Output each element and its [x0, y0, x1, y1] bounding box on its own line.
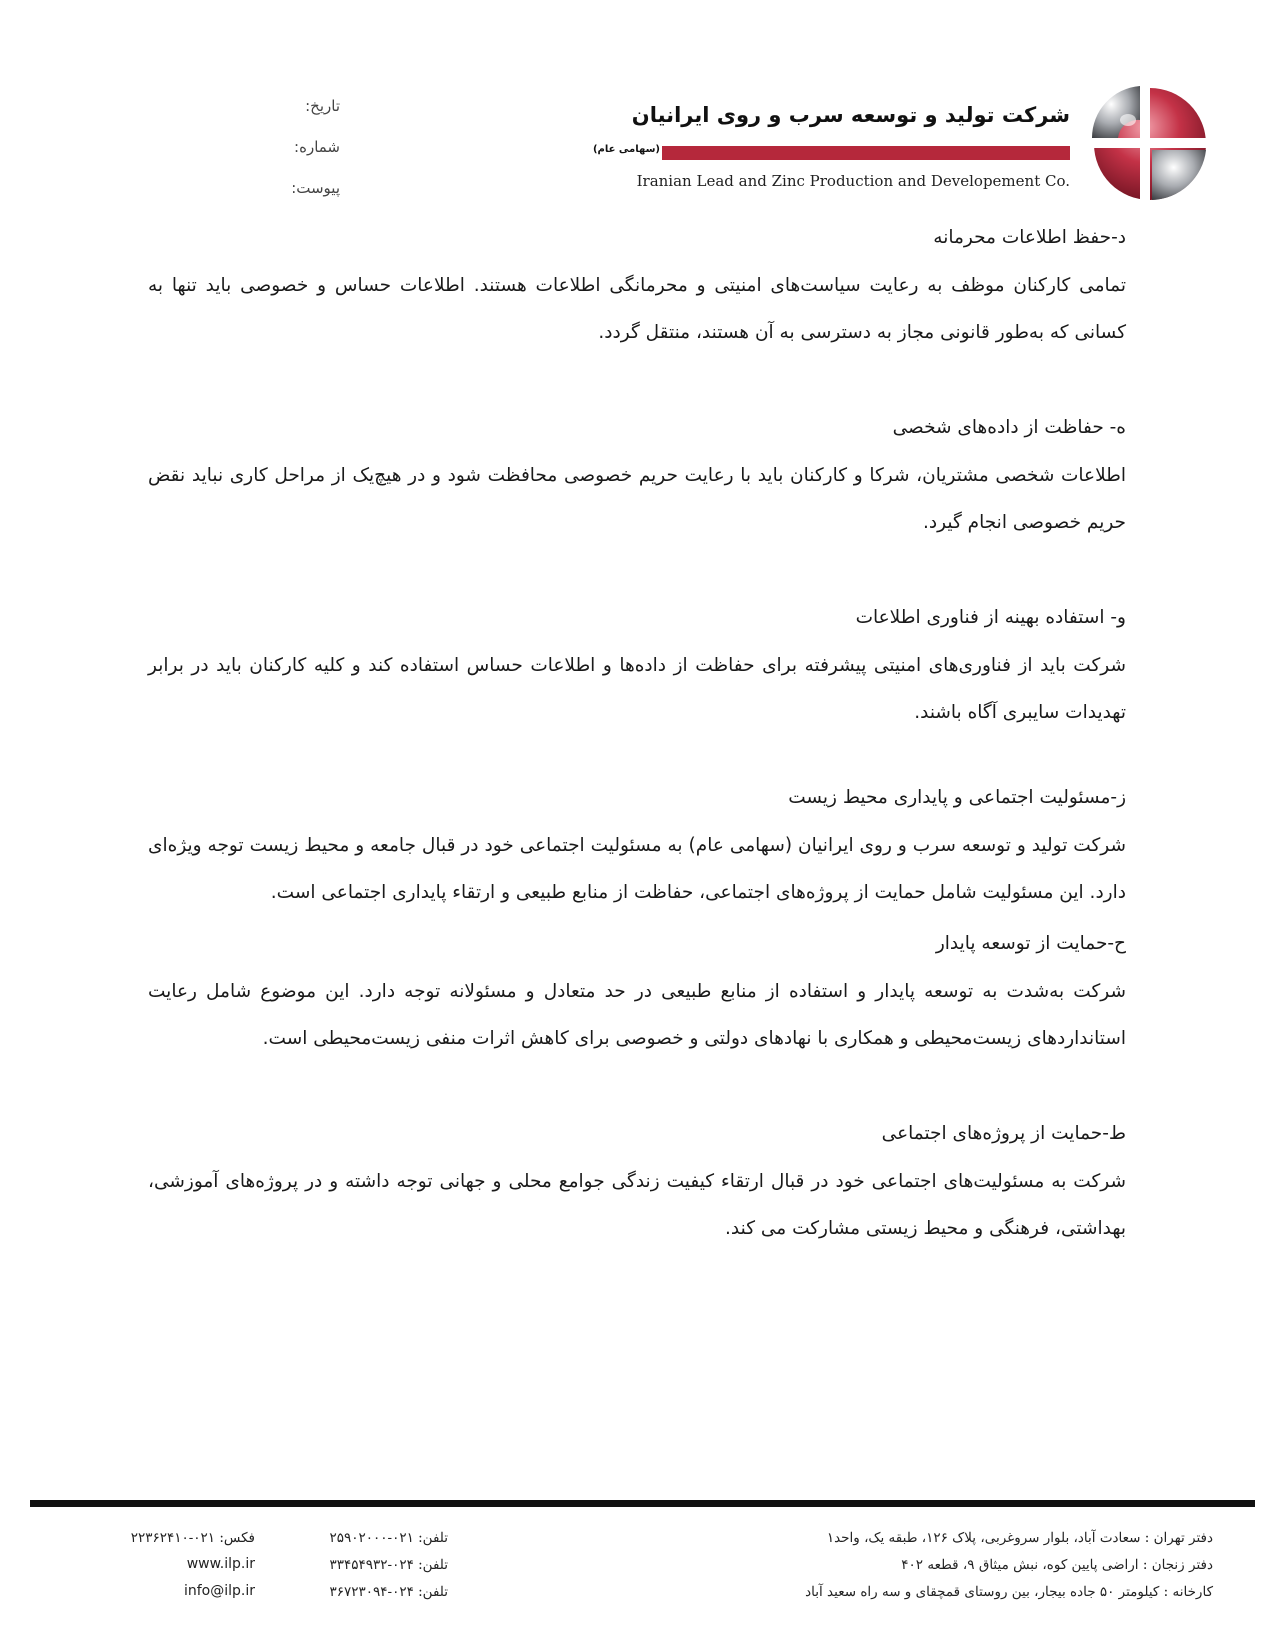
company-logo	[1078, 80, 1216, 202]
header-red-bar	[662, 146, 1070, 160]
number-label: شماره:	[294, 138, 340, 156]
section-social-responsibility	[148, 774, 1126, 916]
company-type: (سهامی عام)	[592, 144, 660, 155]
address-zanjan: دفتر زنجان : اراضی پایین کوه، نبش میثاق ۹، قطعه ۴۰۲	[901, 1557, 1213, 1573]
date-label: تاریخ:	[305, 97, 340, 115]
section-paragraph: شرکت به‌شدت به توسعه پایدار و استفاده از منابع طبیعی در حد متعادل و مسئولانه توجه دارد. این موضوع شامل رعایت استانداردهای زیست‌محیطی و همکاری با نهادهای دولتی و خصوصی برای کاهش اثرات منفی زیست‌محیطی است.	[148, 981, 1126, 1049]
website-link[interactable]: www.ilp.ir	[186, 1556, 255, 1572]
footer	[0, 1508, 1275, 1650]
address-tehran: دفتر تهران : سعادت آباد، بلوار سروغربی، پلاک ۱۲۶، طبقه یک، واحد۱	[826, 1530, 1213, 1546]
letter-meta	[180, 93, 340, 216]
section-heading: ز-مسئولیت اجتماعی و پایداری محیط زیست	[788, 787, 1126, 808]
section-heading: ه- حفاظت از داده‌های شخصی	[892, 417, 1126, 438]
section-paragraph: اطلاعات شخصی مشتریان، شرکا و کارکنان باید با رعایت حریم خصوصی محافظت شود و در هیچ‌یک از مراحل کاری نباید نقض حریم خصوصی انجام گیرد.	[148, 465, 1126, 533]
address-factory: کارخانه : کیلومتر ۵۰ جاده بیجار، بین روستای قمچقای و سه راه سعید آباد	[805, 1584, 1213, 1600]
section-heading: د-حفظ اطلاعات محرمانه	[933, 227, 1126, 248]
phone-tehran: تلفن: ۰۲۱-۲۵۹۰۲۰۰۰	[329, 1530, 448, 1546]
section-paragraph: شرکت باید از فناوری‌های امنیتی پیشرفته برای حفاظت از داده‌ها و اطلاعات حساس استفاده کند و کلیه کارکنان باید در برابر تهدیدات سایبری آگاه باشند.	[148, 655, 1126, 723]
letter-body	[148, 214, 1126, 1252]
phone-factory: تلفن: ۰۲۴-۳۶۷۲۳۰۹۴	[329, 1584, 448, 1600]
phone-zanjan: تلفن: ۰۲۴-۳۳۴۵۴۹۳۲	[329, 1557, 448, 1573]
attachment-label: پیوست:	[291, 179, 340, 197]
section-heading: ط-حمایت از پروژه‌های اجتماعی	[881, 1123, 1126, 1144]
section-heading: و- استفاده بهینه از فناوری اطلاعات	[855, 607, 1126, 628]
letterhead	[0, 0, 1275, 215]
fax-number: فکس: ۰۲۱-۲۲۳۶۲۴۱۰	[130, 1530, 255, 1546]
section-sustainable-development	[148, 920, 1126, 1062]
section-heading: ح-حمایت از توسعه پایدار	[935, 933, 1126, 954]
section-personal-data	[148, 404, 1126, 546]
section-paragraph: شرکت به مسئولیت‌های اجتماعی خود در قبال ارتقاء کیفیت زندگی جوامع محلی و جهانی توجه داشته و در پروژه‌های آموزشی، بهداشتی، فرهنگی و محیط زیستی مشارکت می کند.	[148, 1171, 1126, 1239]
email-link[interactable]: info@ilp.ir	[183, 1583, 255, 1599]
section-social-projects	[148, 1110, 1126, 1252]
footer-divider	[30, 1500, 1255, 1507]
company-name-fa: شرکت تولید و توسعه سرب و روی ایرانیان	[631, 103, 1070, 127]
company-name-en: Iranian Lead and Zinc Production and Developement Co.	[636, 172, 1070, 190]
section-paragraph: تمامی کارکنان موظف به رعایت سیاست‌های امنیتی و محرمانگی اطلاعات هستند. اطلاعات حساس و خصوصی باید تنها به کسانی که به‌طور قانونی مجاز به دسترسی به آن هستند، منتقل گردد.	[148, 275, 1126, 343]
section-it-usage	[148, 594, 1126, 736]
section-confidential-info	[148, 214, 1126, 356]
section-paragraph: شرکت تولید و توسعه سرب و روی ایرانیان (سهامی عام) به مسئولیت اجتماعی خود در قبال جامعه و محیط زیست توجه ویژه‌ای دارد. این مسئولیت شامل حمایت از پروژه‌های اجتماعی، حفاظت از منابع طبیعی و ارتقاء پایداری اجتماعی است.	[148, 835, 1126, 903]
